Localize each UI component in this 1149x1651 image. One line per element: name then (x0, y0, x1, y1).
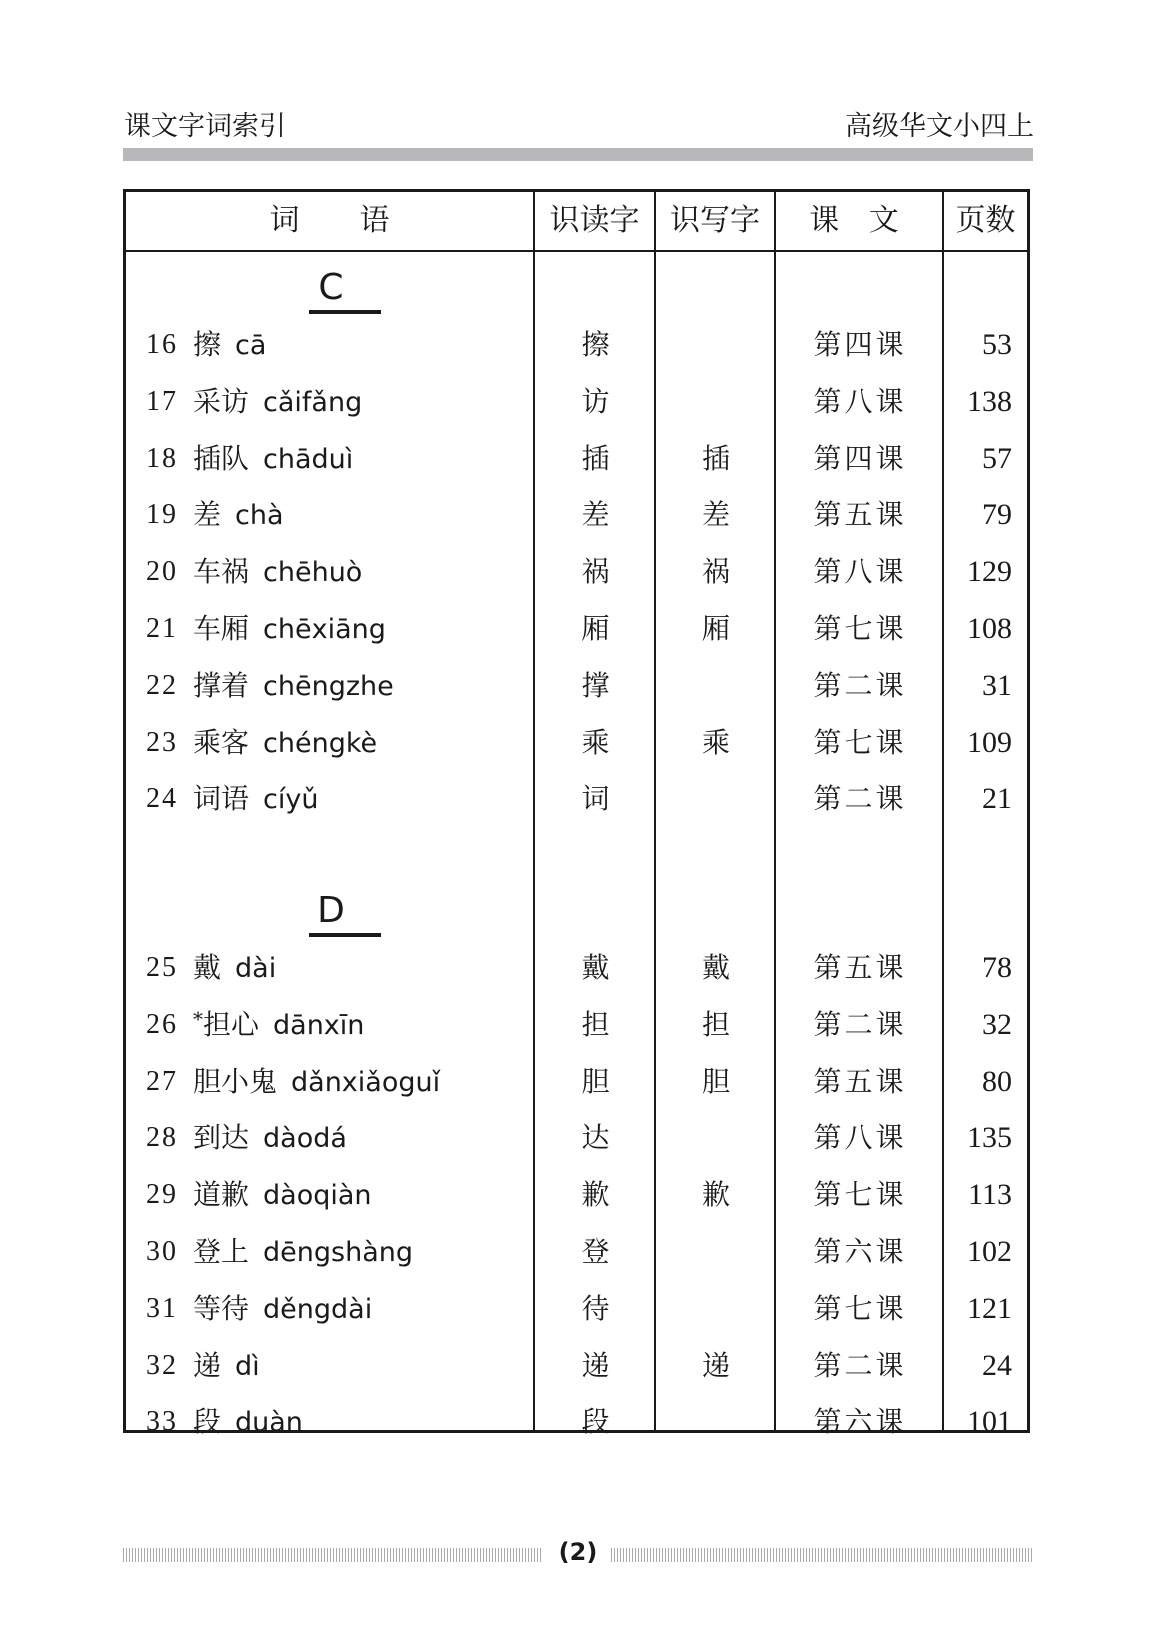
page-ref: 102 (967, 1235, 1012, 1268)
entry-number: 29 (146, 1179, 178, 1211)
word-cell (193, 1289, 372, 1330)
pinyin: děngdài (263, 1293, 373, 1325)
section-letter: D (317, 890, 345, 931)
word-cell (193, 1402, 303, 1443)
lesson: 第六课 (813, 1405, 907, 1439)
pinyin: dàodá (263, 1123, 347, 1155)
read-char: 待 (581, 1291, 610, 1325)
read-char: 戴 (581, 951, 610, 984)
page-number: (2) (558, 1538, 598, 1566)
word-cell (193, 1062, 440, 1103)
table-row (126, 1175, 1027, 1215)
word-cell (193, 439, 353, 480)
pinyin: dǎnxiǎoguǐ (291, 1066, 441, 1098)
table-row (126, 1062, 1027, 1102)
section-heading-c (126, 268, 536, 308)
table-row (126, 779, 1027, 819)
chinese-word: 擦 (193, 328, 222, 361)
entry-number: 22 (146, 669, 178, 701)
chinese-word: 乘客 (193, 725, 250, 759)
page-ref: 135 (967, 1121, 1012, 1155)
table-row (126, 1232, 1027, 1272)
write-char: 插 (701, 441, 730, 475)
page-ref: 109 (967, 725, 1012, 759)
read-char: 递 (581, 1348, 610, 1382)
page-ref: 21 (982, 782, 1012, 816)
pinyin: dì (235, 1350, 260, 1382)
write-char: 担 (701, 1007, 730, 1041)
entry-number: 24 (146, 783, 178, 815)
chinese-word: 插队 (193, 441, 250, 475)
entry-number: 32 (146, 1349, 178, 1381)
lesson: 第七课 (813, 612, 907, 645)
page-ref: 108 (967, 612, 1012, 645)
entry-number: 23 (146, 726, 178, 758)
chinese-word: 递 (193, 1348, 222, 1382)
column-header-page: 页数 (955, 203, 1016, 238)
lesson: 第二课 (813, 668, 907, 702)
word-cell (193, 948, 276, 989)
chinese-word: 车祸 (193, 555, 250, 589)
word-cell (193, 382, 362, 423)
lesson: 第四课 (813, 441, 907, 475)
write-char: 差 (701, 498, 730, 532)
word-cell (193, 723, 377, 764)
chinese-word: 段 (193, 1405, 222, 1439)
page-ref: 121 (967, 1291, 1012, 1325)
read-char: 厢 (581, 612, 610, 645)
chinese-word: 词语 (193, 782, 250, 816)
entry-number: 26 (146, 1008, 178, 1040)
chinese-word: 担心 (203, 1007, 260, 1041)
entry-number: 28 (146, 1122, 178, 1154)
word-cell (193, 1232, 413, 1273)
lesson: 第七课 (813, 1291, 907, 1325)
lesson: 第八课 (813, 384, 907, 418)
word-cell (193, 325, 266, 366)
read-char: 祸 (581, 555, 610, 589)
chinese-word: 胆小鬼 (193, 1064, 278, 1098)
word-cell (193, 1175, 372, 1216)
word-cell (193, 609, 386, 650)
read-char: 词 (581, 782, 610, 816)
lesson: 第八课 (813, 555, 907, 589)
index-title: 课文字词索引 (124, 111, 286, 142)
read-char: 登 (581, 1235, 610, 1268)
lesson: 第四课 (813, 328, 907, 361)
read-char: 歉 (581, 1178, 610, 1212)
entry-number: 30 (146, 1236, 178, 1267)
entry-number: 25 (146, 952, 178, 983)
table-row (126, 325, 1027, 365)
page-ref: 129 (967, 555, 1012, 589)
entry-number: 21 (146, 613, 178, 644)
entry-number: 18 (146, 442, 178, 474)
read-char: 访 (581, 384, 610, 418)
word-cell (193, 552, 362, 593)
pinyin: cǎifǎng (263, 386, 363, 418)
chinese-word: 差 (193, 498, 222, 532)
column-header-read-chars: 识读字 (549, 203, 640, 238)
page-ref: 78 (982, 951, 1012, 984)
write-char: 乘 (701, 725, 730, 759)
page-ref: 138 (967, 384, 1012, 418)
asterisk-mark: * (193, 1006, 203, 1031)
footer-dash-right (611, 1548, 1033, 1562)
page-ref: 32 (982, 1007, 1012, 1041)
word-cell (193, 1346, 260, 1387)
column-header-write-chars: 识写字 (670, 203, 760, 238)
lesson: 第七课 (813, 1178, 907, 1212)
entry-number: 16 (146, 329, 178, 360)
chinese-word: 车厢 (193, 612, 250, 645)
table-row (126, 948, 1027, 988)
chinese-word: 到达 (193, 1121, 250, 1155)
chinese-word: 等待 (193, 1291, 250, 1325)
read-char: 插 (581, 441, 610, 475)
column-header-lesson: 课 文 (809, 203, 909, 238)
pinyin: cā (235, 330, 267, 361)
page-ref: 80 (982, 1064, 1012, 1098)
word-cell (193, 779, 318, 820)
write-char: 递 (701, 1348, 730, 1382)
chinese-word: 道歉 (193, 1178, 250, 1212)
read-char: 达 (581, 1121, 610, 1155)
lesson: 第二课 (813, 1348, 907, 1382)
read-char: 乘 (581, 725, 610, 759)
header-row-divider (126, 250, 1027, 252)
page-ref: 31 (982, 668, 1012, 702)
pinyin: dàoqiàn (263, 1180, 372, 1212)
entry-number: 33 (146, 1406, 178, 1438)
book-title: 高级华文小四上 (845, 111, 1034, 142)
read-char: 胆 (581, 1064, 610, 1098)
chinese-word: 撑着 (193, 668, 250, 702)
page-ref: 113 (968, 1178, 1012, 1212)
table-row (126, 1402, 1027, 1442)
chinese-word: 采访 (193, 384, 250, 418)
word-cell (193, 1118, 347, 1159)
pinyin: dēngshàng (263, 1237, 413, 1268)
table-row (126, 666, 1027, 706)
page-ref: 24 (982, 1348, 1012, 1382)
pinyin: chāduì (263, 443, 354, 475)
pinyin: chéngkè (263, 727, 378, 759)
write-char: 胆 (701, 1064, 730, 1098)
table-row (126, 552, 1027, 592)
chinese-word: 戴 (193, 951, 222, 984)
write-char: 祸 (701, 555, 730, 589)
write-char: 厢 (701, 612, 730, 645)
read-char: 撑 (581, 668, 610, 702)
pinyin: chēngzhe (263, 670, 394, 702)
section-heading-d (126, 891, 536, 931)
lesson: 第八课 (813, 1121, 907, 1155)
lesson: 第二课 (813, 782, 907, 816)
section-underline (309, 933, 381, 937)
section-underline (309, 310, 381, 314)
table-row (126, 723, 1027, 763)
pinyin: cíyǔ (263, 784, 319, 816)
page-ref: 79 (982, 498, 1012, 532)
table-row (126, 495, 1027, 535)
page-ref: 101 (967, 1405, 1012, 1439)
word-cell (193, 1005, 364, 1046)
vocabulary-index-table (123, 189, 1030, 1439)
table-row (126, 439, 1027, 479)
write-char: 歉 (701, 1178, 730, 1212)
entry-number: 19 (146, 499, 178, 531)
column-header-words: 词 语 (269, 203, 390, 238)
table-row (126, 382, 1027, 422)
table-row (126, 1118, 1027, 1158)
read-char: 段 (581, 1405, 610, 1439)
word-cell (193, 666, 394, 707)
pinyin: dānxīn (273, 1009, 365, 1041)
lesson: 第七课 (813, 725, 907, 759)
lesson: 第六课 (813, 1235, 907, 1268)
pinyin: chēhuò (263, 557, 363, 589)
page-ref: 53 (982, 328, 1012, 361)
lesson: 第五课 (813, 498, 907, 532)
table-row (126, 1289, 1027, 1329)
read-char: 擦 (581, 328, 610, 361)
chinese-word: 登上 (193, 1235, 250, 1268)
entry-number: 27 (146, 1065, 178, 1097)
page-footer (123, 1540, 1033, 1570)
pinyin: dài (235, 953, 277, 984)
table-row (126, 1346, 1027, 1386)
table-row (126, 609, 1027, 649)
entry-number: 20 (146, 556, 178, 588)
lesson: 第五课 (813, 951, 907, 984)
page-ref: 57 (982, 441, 1012, 475)
table-row (126, 1005, 1027, 1045)
write-char: 戴 (701, 951, 730, 984)
pinyin: chēxiāng (263, 614, 386, 645)
lesson: 第五课 (813, 1064, 907, 1098)
pinyin: duàn (235, 1407, 303, 1439)
pinyin: chà (235, 500, 284, 532)
entry-number: 31 (146, 1292, 178, 1324)
read-char: 担 (581, 1007, 610, 1041)
word-cell (193, 495, 284, 536)
lesson: 第二课 (813, 1007, 907, 1041)
header-divider-bar (123, 148, 1033, 161)
read-char: 差 (581, 498, 610, 532)
section-letter: C (318, 267, 344, 308)
entry-number: 17 (146, 385, 178, 417)
